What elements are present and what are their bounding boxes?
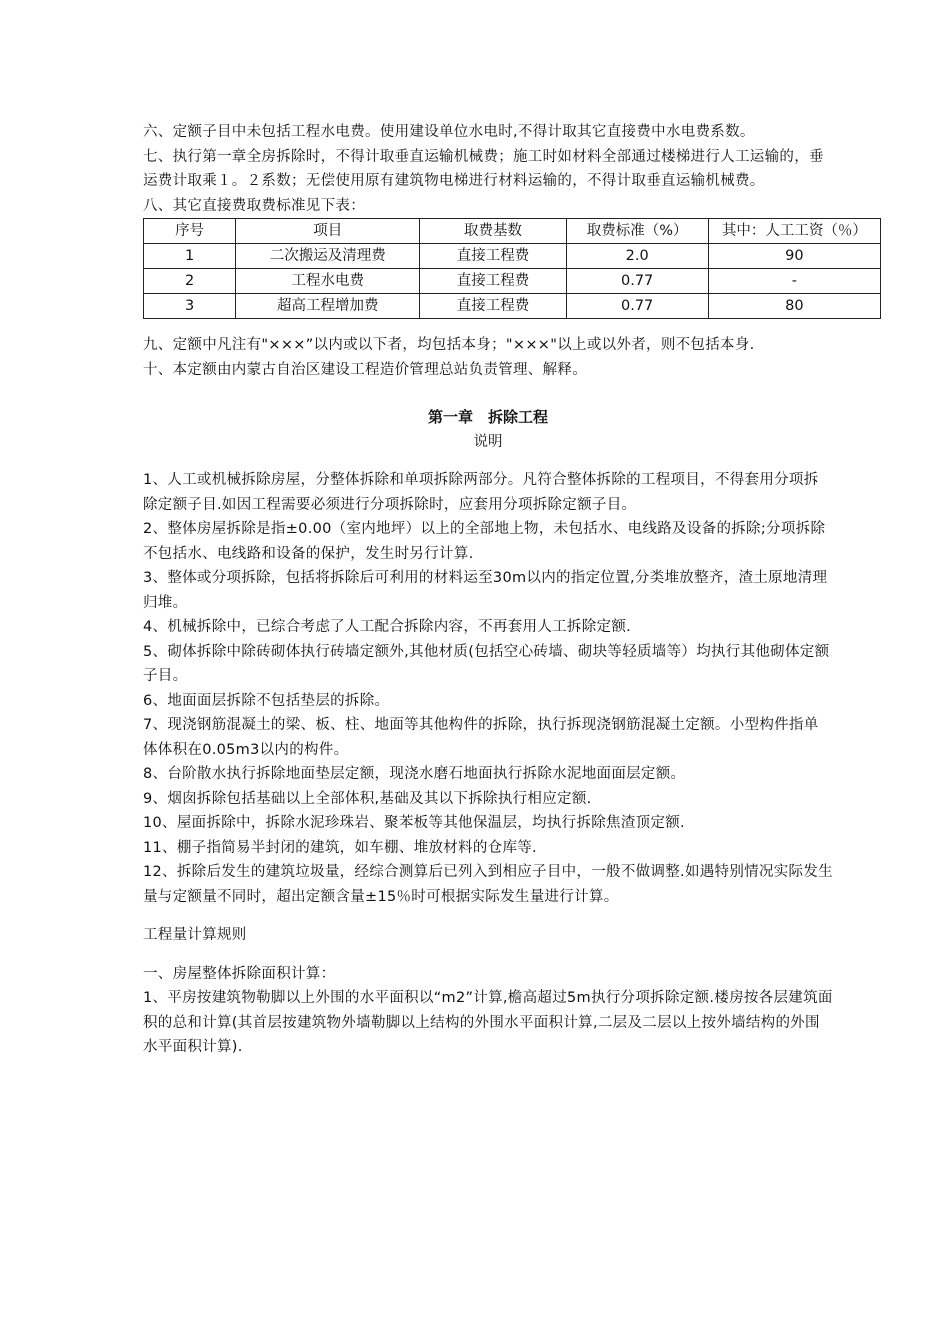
cell: 0.77 <box>566 294 708 319</box>
list-item: 3、整体或分项拆除，包括将拆除后可利用的材料运至30m以内的指定位置,分类堆放整齐，渣土原地清理归堆。 <box>143 570 828 611</box>
paragraph-eight: 八、其它直接费取费标准见下表： <box>143 197 365 214</box>
cell: 90 <box>708 244 880 269</box>
cell: 二次搬运及清理费 <box>236 244 420 269</box>
list-item: 8、台阶散水执行拆除地面垫层定额，现浇水磨石地面执行拆除水泥地面面层定额。 <box>143 766 686 782</box>
list-item: 4、机械拆除中，已综合考虑了人工配合拆除内容，不再套用人工拆除定额. <box>143 619 632 635</box>
chapter-subtitle: 说明 <box>473 434 503 450</box>
header-item: 项目 <box>236 219 420 244</box>
fee-table <box>143 218 881 319</box>
cell: 2.0 <box>566 244 708 269</box>
header-index: 序号 <box>144 219 236 244</box>
list-item: 12、拆除后发生的建筑垃圾量，经综合测算后已列入到相应子目中，一般不做调整.如遇特别情况实际发生量与定额量不同时，超出定额含量±15％时可根据实际发生量进行计算。 <box>143 864 833 905</box>
chapter-title: 第一章 拆除工程 <box>427 408 548 426</box>
rules-item: 一、房屋整体拆除面积计算： <box>143 965 336 982</box>
cell: - <box>708 269 880 294</box>
cell: 80 <box>708 294 880 319</box>
list-item: 10、屋面拆除中，拆除水泥珍珠岩、聚苯板等其他保温层，均执行拆除焦渣顶定额. <box>143 815 685 831</box>
cell: 直接工程费 <box>420 269 566 294</box>
header-base: 取费基数 <box>420 219 566 244</box>
paragraph-nine: 九、定额中凡注有"×××”以内或以下者，均包括本身；"×××"以上或以外者，则不包括本身. <box>143 337 755 353</box>
cell: 1 <box>144 244 236 269</box>
header-rate: 取费标准（%） <box>566 219 708 244</box>
document-page <box>143 120 867 1060</box>
list-item: 9、烟囱拆除包括基础以上全部体积,基础及其以下拆除执行相应定额. <box>143 790 592 807</box>
rules-item: 1、平房按建筑物勒脚以上外围的水平面积以“m2”计算,檐高超过5m执行分项拆除定额.楼房按各层建筑面积的总和计算(其首层按建筑物外墙勒脚以上结构的外围水平面积计算,二层及二层以上按外墙结构的外围水平面积计算). <box>143 990 833 1055</box>
cell: 2 <box>144 269 236 294</box>
cell: 0.77 <box>566 269 708 294</box>
header-labor: 其中：人工工资（％） <box>708 219 880 244</box>
list-item: 2、整体房屋拆除是指±0.00（室内地坪）以上的全部地上物，未包括水、电线路及设备的拆除;分项拆除不包括水、电线路和设备的保护，发生时另行计算. <box>143 521 826 562</box>
cell: 直接工程费 <box>420 294 566 319</box>
table-row <box>144 244 881 269</box>
rules-title: 工程量计算规则 <box>143 927 247 943</box>
cell: 工程水电费 <box>236 269 420 294</box>
list-item: 7、现浇钢筋混凝土的梁、板、柱、地面等其他构件的拆除，执行拆现浇钢筋混凝土定额。小型构件指单体体积在0.05m3以内的构件。 <box>143 717 819 758</box>
paragraph-seven: 七、执行第一章全房拆除时，不得计取垂直运输机械费；施工时如材料全部通过楼梯进行人工运输的，垂运费计取乘１。２系数；无偿使用原有建筑物电梯进行材料运输的，不得计取垂直运输机械费。 <box>143 148 824 189</box>
list-item: 1、人工或机械拆除房屋，分整体拆除和单项拆除两部分。凡符合整体拆除的工程项目，不得套用分项拆除定额子目.如因工程需要必须进行分项拆除时，应套用分项拆除定额子目。 <box>143 472 819 513</box>
table-row <box>144 269 881 294</box>
cell: 直接工程费 <box>420 244 566 269</box>
list-item: 5、砌体拆除中除砖砌体执行砖墙定额外,其他材质(包括空心砖墙、砌块等轻质墙等）均执行其他砌体定额子目。 <box>143 643 830 684</box>
paragraph-ten: 十、本定额由内蒙古自治区建设工程造价管理总站负责管理、解释。 <box>143 361 587 378</box>
cell: 3 <box>144 294 236 319</box>
cell: 超高工程增加费 <box>236 294 420 319</box>
list-item: 6、地面面层拆除不包括垫层的拆除。 <box>143 692 390 709</box>
paragraph-six: 六、定额子目中未包括工程水电费。使用建设单位水电时,不得计取其它直接费中水电费系数。 <box>143 124 755 140</box>
list-item: 11、棚子指简易半封闭的建筑，如车棚、堆放材料的仓库等. <box>143 839 537 856</box>
table-row <box>144 294 881 319</box>
fee-table-header <box>144 219 881 244</box>
